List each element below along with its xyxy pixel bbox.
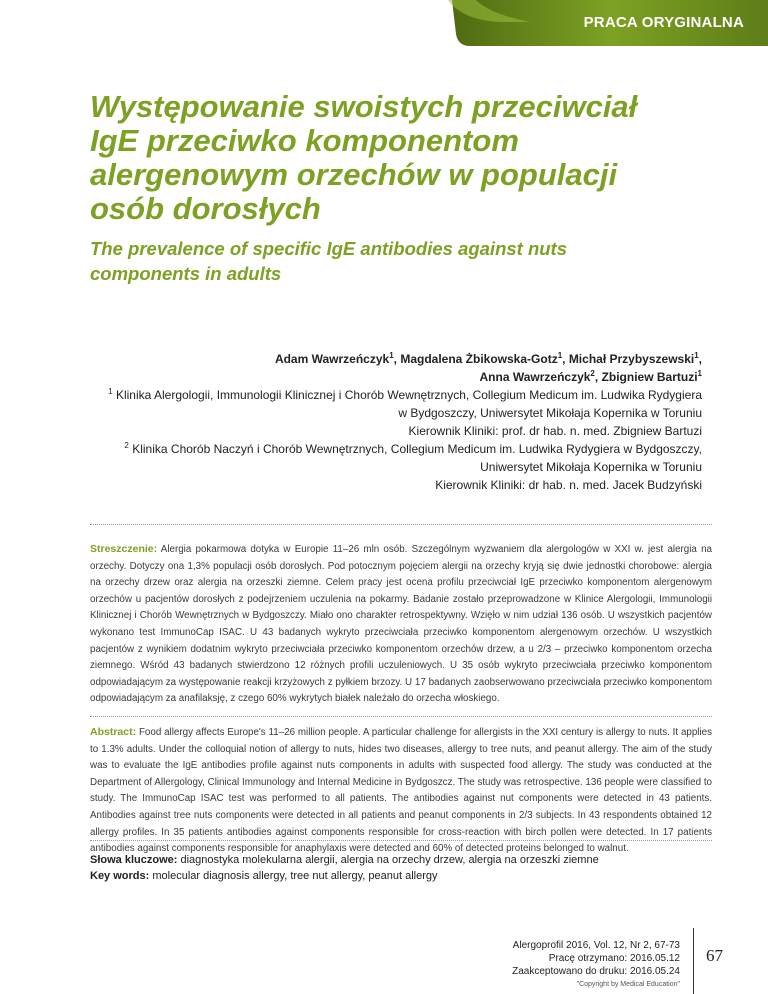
author-separator: , [594, 370, 602, 384]
author-name: Michał Przybyszewski [568, 352, 695, 366]
affiliation-number: 1 [108, 387, 113, 396]
journal-citation: Alergoprofil 2016, Vol. 12, Nr 2, 67-73 [512, 940, 680, 951]
title-pl-line-1: Występowanie swoistych przeciwciał [90, 89, 638, 124]
author-separator: , [562, 352, 569, 366]
abstract-en-text: Food allergy affects Europe's 11–26 million people. A particular challenge for allergists in the XXI century is allergy to nuts. It applies to 1.3% adults. Under the colloquial notion of allergy to nuts, hides two diseases, allergy to tree nuts, and peanut allergy. The aim of the study was to evaluate the IgE antibodies profile against nuts components in adults with suspected food allergy. The study was conducted at the Department of Allergology, Clinical Immunology and Internal Medicine in Bydgoszcz. The study was retrospective. 136 people were classified to study. The ImmunoCap ISAC test was performed to all patients. The antibodies against nut components were detected in 43 patients. Antibodies against tree nuts components were detected in all patients and peanut components in 2/3 subjects. In 43 respondents obtained 12 allergy profiles. In 35 patients antibodies against components responsible for cross-reaction with birch pollen were detected. In 17 patients antibodies against components responsible for anaphylaxis were detected and 60% of detected proteins belonged to walnut. [90, 727, 712, 855]
title-en-line-2: components in adults [90, 263, 282, 284]
author-affiliation-mark: 1 [694, 351, 699, 360]
abstract-pl-text: Alergia pokarmowa dotyka w Europie 11–26 mln osób. Szczególnym wyzwaniem dla alergologów w XXI w. jest alergia na orzechy. Dotyczy ona 1,3% populacji osób dorosłych. Pod potocznym pojęciem alergii na orzechy kryją się dwie jednostki chorobowe: alergia na orzechy drzew oraz alergia na orzeszki ziemne. Celem pracy jest ocena profilu przeciwciał IgE przeciwko komponentom alergenowym orzechów u pacjentów dorosłych z podejrzeniem uczulenia na pokarmy. Badanie zostało przeprowadzone w Klinice Alergologii, Immunologii Klinicznej i Chorób Wewnętrznych w Bydgoszczy. Miało ono charakter retrospektywny. Wzięło w nim udział 136 osób. U wszystkich pacjentów wykonano test ImmunoCap ISAC. U 43 badanych wykryto przeciwciała przeciwko komponentom alergenowym orzechów. U wszystkich pacjentów z wynikiem dodatnim wykryto przeciwciała przeciwko komponentom orzechów drzew, a u 2/3 – przeciwko komponentom orzecha ziemnego. Wśród 43 badanych stwierdzono 12 różnych profili uczuleniowych. U 35 osób wykryto przeciwciała przeciwko komponentom odpowiadającym za występowanie reakcji krzyżowych z pyłkiem brzozy. U 17 badanych zaobserwowano przeciwciała przeciwko komponentom odpowiadającym za anafilaksję, z czego 60% wykrytych białek należało do orzecha włoskiego. [90, 544, 712, 705]
author-name: Adam Wawrzeńczyk [274, 352, 390, 366]
citation-block [380, 939, 680, 991]
header-band [0, 0, 768, 62]
author-affiliation-mark: 1 [389, 351, 394, 360]
abstract-en [90, 724, 712, 858]
article-title-en [90, 236, 650, 286]
title-pl-line-4: osób dorosłych [90, 191, 321, 226]
section-tag: PRACA ORYGINALNA [583, 14, 744, 31]
affiliation-1-line-1 [82, 386, 702, 404]
title-en-line-1: The prevalence of specific IgE antibodies against nuts [90, 238, 568, 259]
author-affiliation-mark: 2 [590, 369, 595, 378]
title-pl-line-2: IgE przeciwko komponentom [90, 123, 519, 158]
affiliation-number: 2 [124, 441, 129, 450]
author-separator: , [393, 352, 401, 366]
author-name: Anna Wawrzeńczyk [479, 370, 591, 384]
author-name: Magdalena Żbikowska-Gotz [400, 352, 558, 366]
affiliation-text: Klinika Alergologii, Immunologii Klinicznej i Chorób Wewnętrznych, Collegium Medicum im. Ludwika Rydygiera [115, 388, 702, 402]
author-affiliation-mark: 1 [557, 351, 563, 360]
author-separator: , [698, 352, 702, 366]
authors-line-1 [82, 350, 702, 368]
keywords-pl-text: diagnostyka molekularna alergii, alergia na orzechy drzew, alergia na orzeszki ziemne [180, 854, 599, 866]
affiliation-1-line-2: w Bydgoszczy, Uniwersytet Mikołaja Kopernika w Toruniu [398, 406, 702, 420]
accepted-date: Zaakceptowano do druku: 2016.05.24 [512, 966, 680, 977]
title-pl-line-3: alergenowym orzechów w populacji [90, 157, 618, 192]
author-name: Zbigniew Bartuzi [601, 370, 698, 384]
keywords-en-label: Key words: [90, 870, 150, 882]
footer-vertical-rule [693, 928, 694, 994]
received-date: Pracę otrzymano: 2016.05.12 [548, 953, 680, 964]
affiliation-2-line-1 [82, 440, 702, 458]
affiliation-text: Klinika Chorób Naczyń i Chorób Wewnętrznych, Collegium Medicum im. Ludwika Rydygiera w Bydgoszczy, [132, 442, 702, 456]
abstract-pl-label: Streszczenie: [90, 543, 158, 555]
affiliation-2-head: Kierownik Kliniki: dr hab. n. med. Jacek Budzyński [435, 478, 702, 492]
divider-top [90, 524, 712, 525]
affiliation-1-head: Kierownik Kliniki: prof. dr hab. n. med. Zbigniew Bartuzi [408, 424, 702, 438]
divider-bottom [90, 840, 712, 841]
author-affiliation-mark: 1 [697, 369, 702, 378]
copyright-note: "Copyright by Medical Education" [576, 981, 680, 988]
keywords-en [90, 868, 712, 884]
divider-middle [90, 716, 712, 717]
keywords-pl-label: Słowa kluczowe: [90, 854, 178, 866]
authors-line-2 [82, 368, 702, 386]
authors-affiliations [82, 350, 702, 494]
keywords-pl [90, 852, 712, 868]
article-title-pl [90, 90, 730, 226]
page-number: 67 [706, 946, 723, 965]
keywords-en-text: molecular diagnosis allergy, tree nut allergy, peanut allergy [152, 870, 438, 882]
affiliation-2-line-2: Uniwersytet Mikołaja Kopernika w Toruniu [480, 460, 702, 474]
abstract-pl [90, 541, 712, 708]
abstract-en-label: Abstract: [90, 726, 137, 738]
keywords-block [90, 852, 712, 884]
